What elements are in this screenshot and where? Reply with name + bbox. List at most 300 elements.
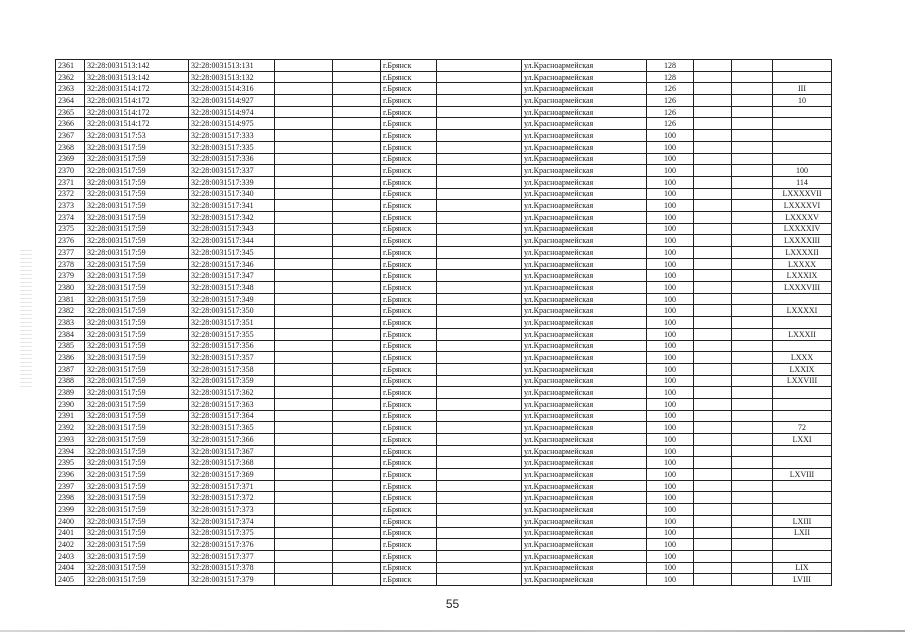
object-cadastral-cell: 32:28:0031514:927 bbox=[189, 95, 275, 107]
apartment-mark-cell: LXXXXV bbox=[773, 211, 832, 223]
apartment-mark-cell: LXXXXII bbox=[773, 247, 832, 259]
empty-cell bbox=[732, 434, 773, 446]
parcel-cadastral-cell: 32:28:0031517:59 bbox=[85, 457, 189, 469]
parcel-cadastral-cell: 32:28:0031517:59 bbox=[85, 282, 189, 294]
empty-cell bbox=[694, 504, 732, 516]
object-cadastral-cell: 32:28:0031517:342 bbox=[189, 211, 275, 223]
object-cadastral-cell: 32:28:0031517:365 bbox=[189, 422, 275, 434]
empty-cell bbox=[275, 317, 333, 329]
street-cell: ул.Красноармейская bbox=[522, 106, 647, 118]
row-number-cell: 2365 bbox=[56, 106, 85, 118]
empty-cell bbox=[275, 328, 333, 340]
empty-cell bbox=[333, 445, 381, 457]
empty-cell bbox=[437, 445, 522, 457]
table-row bbox=[56, 469, 832, 481]
empty-cell bbox=[275, 118, 333, 130]
apartment-mark-cell bbox=[773, 317, 832, 329]
empty-cell bbox=[275, 340, 333, 352]
row-number-cell: 2383 bbox=[56, 317, 85, 329]
apartment-mark-cell: LXXX bbox=[773, 352, 832, 364]
street-cell: ул.Красноармейская bbox=[522, 469, 647, 481]
house-number-cell: 100 bbox=[647, 247, 694, 259]
empty-cell bbox=[333, 282, 381, 294]
row-number-cell: 2374 bbox=[56, 211, 85, 223]
object-cadastral-cell: 32:28:0031517:378 bbox=[189, 562, 275, 574]
empty-cell bbox=[437, 457, 522, 469]
parcel-cadastral-cell: 32:28:0031513:142 bbox=[85, 71, 189, 83]
empty-cell bbox=[437, 340, 522, 352]
empty-cell bbox=[275, 247, 333, 259]
table-row bbox=[56, 270, 832, 282]
object-cadastral-cell: 32:28:0031517:367 bbox=[189, 445, 275, 457]
table-row bbox=[56, 410, 832, 422]
house-number-cell: 100 bbox=[647, 469, 694, 481]
apartment-mark-cell bbox=[773, 130, 832, 142]
empty-cell bbox=[333, 328, 381, 340]
city-cell: г.Брянск bbox=[381, 434, 437, 446]
parcel-cadastral-cell: 32:28:0031517:59 bbox=[85, 352, 189, 364]
row-number-cell: 2370 bbox=[56, 165, 85, 177]
apartment-mark-cell: LXXXXVI bbox=[773, 200, 832, 212]
row-number-cell: 2367 bbox=[56, 130, 85, 142]
empty-cell bbox=[694, 352, 732, 364]
table-row bbox=[56, 480, 832, 492]
parcel-cadastral-cell: 32:28:0031517:59 bbox=[85, 574, 189, 586]
street-cell: ул.Красноармейская bbox=[522, 141, 647, 153]
row-number-cell: 2394 bbox=[56, 445, 85, 457]
apartment-mark-cell bbox=[773, 387, 832, 399]
empty-cell bbox=[275, 95, 333, 107]
parcel-cadastral-cell: 32:28:0031517:59 bbox=[85, 176, 189, 188]
house-number-cell: 100 bbox=[647, 188, 694, 200]
empty-cell bbox=[275, 480, 333, 492]
city-cell: г.Брянск bbox=[381, 492, 437, 504]
parcel-cadastral-cell: 32:28:0031517:59 bbox=[85, 527, 189, 539]
empty-cell bbox=[437, 562, 522, 574]
table-row bbox=[56, 165, 832, 177]
empty-cell bbox=[694, 270, 732, 282]
street-cell: ул.Красноармейская bbox=[522, 282, 647, 294]
row-number-cell: 2361 bbox=[56, 60, 85, 72]
table-row bbox=[56, 188, 832, 200]
empty-cell bbox=[333, 141, 381, 153]
row-number-cell: 2403 bbox=[56, 550, 85, 562]
table-row bbox=[56, 539, 832, 551]
page-number: 55 bbox=[445, 597, 460, 611]
row-number-cell: 2396 bbox=[56, 469, 85, 481]
empty-cell bbox=[333, 118, 381, 130]
parcel-cadastral-cell: 32:28:0031517:59 bbox=[85, 293, 189, 305]
row-number-cell: 2392 bbox=[56, 422, 85, 434]
empty-cell bbox=[333, 387, 381, 399]
empty-cell bbox=[694, 118, 732, 130]
empty-cell bbox=[437, 305, 522, 317]
parcel-cadastral-cell: 32:28:0031517:59 bbox=[85, 200, 189, 212]
apartment-mark-cell: LXXXIX bbox=[773, 270, 832, 282]
apartment-mark-cell: LXXXXIII bbox=[773, 235, 832, 247]
empty-cell bbox=[732, 247, 773, 259]
empty-cell bbox=[275, 83, 333, 95]
street-cell: ул.Красноармейская bbox=[522, 83, 647, 95]
empty-cell bbox=[437, 515, 522, 527]
city-cell: г.Брянск bbox=[381, 317, 437, 329]
empty-cell bbox=[437, 317, 522, 329]
empty-cell bbox=[437, 211, 522, 223]
house-number-cell: 100 bbox=[647, 504, 694, 516]
empty-cell bbox=[694, 387, 732, 399]
house-number-cell: 100 bbox=[647, 165, 694, 177]
row-number-cell: 2377 bbox=[56, 247, 85, 259]
parcel-cadastral-cell: 32:28:0031514:172 bbox=[85, 95, 189, 107]
table-row bbox=[56, 574, 832, 586]
object-cadastral-cell: 32:28:0031517:356 bbox=[189, 340, 275, 352]
empty-cell bbox=[437, 282, 522, 294]
empty-cell bbox=[694, 130, 732, 142]
street-cell: ул.Красноармейская bbox=[522, 445, 647, 457]
parcel-cadastral-cell: 32:28:0031517:59 bbox=[85, 550, 189, 562]
street-cell: ул.Красноармейская bbox=[522, 562, 647, 574]
empty-cell bbox=[732, 457, 773, 469]
empty-cell bbox=[694, 293, 732, 305]
row-number-cell: 2391 bbox=[56, 410, 85, 422]
empty-cell bbox=[275, 492, 333, 504]
table-row bbox=[56, 375, 832, 387]
row-number-cell: 2388 bbox=[56, 375, 85, 387]
empty-cell bbox=[694, 247, 732, 259]
parcel-cadastral-cell: 32:28:0031517:59 bbox=[85, 539, 189, 551]
apartment-mark-cell: 114 bbox=[773, 176, 832, 188]
street-cell: ул.Красноармейская bbox=[522, 375, 647, 387]
street-cell: ул.Красноармейская bbox=[522, 188, 647, 200]
row-number-cell: 2366 bbox=[56, 118, 85, 130]
object-cadastral-cell: 32:28:0031517:369 bbox=[189, 469, 275, 481]
empty-cell bbox=[275, 398, 333, 410]
empty-cell bbox=[333, 211, 381, 223]
empty-cell bbox=[333, 398, 381, 410]
city-cell: г.Брянск bbox=[381, 363, 437, 375]
parcel-cadastral-cell: 32:28:0031517:59 bbox=[85, 247, 189, 259]
city-cell: г.Брянск bbox=[381, 165, 437, 177]
empty-cell bbox=[437, 106, 522, 118]
house-number-cell: 128 bbox=[647, 71, 694, 83]
city-cell: г.Брянск bbox=[381, 340, 437, 352]
city-cell: г.Брянск bbox=[381, 60, 437, 72]
table-row bbox=[56, 200, 832, 212]
apartment-mark-cell: LXXXII bbox=[773, 328, 832, 340]
empty-cell bbox=[732, 492, 773, 504]
empty-cell bbox=[732, 527, 773, 539]
city-cell: г.Брянск bbox=[381, 305, 437, 317]
apartment-mark-cell bbox=[773, 340, 832, 352]
empty-cell bbox=[437, 165, 522, 177]
object-cadastral-cell: 32:28:0031517:345 bbox=[189, 247, 275, 259]
city-cell: г.Брянск bbox=[381, 328, 437, 340]
empty-cell bbox=[275, 270, 333, 282]
empty-cell bbox=[694, 398, 732, 410]
empty-cell bbox=[437, 527, 522, 539]
empty-cell bbox=[275, 188, 333, 200]
table-row bbox=[56, 550, 832, 562]
city-cell: г.Брянск bbox=[381, 223, 437, 235]
empty-cell bbox=[694, 375, 732, 387]
empty-cell bbox=[437, 118, 522, 130]
row-number-cell: 2368 bbox=[56, 141, 85, 153]
empty-cell bbox=[275, 574, 333, 586]
table-row bbox=[56, 492, 832, 504]
parcel-cadastral-cell: 32:28:0031517:59 bbox=[85, 258, 189, 270]
apartment-mark-cell: LXXI bbox=[773, 434, 832, 446]
city-cell: г.Брянск bbox=[381, 270, 437, 282]
city-cell: г.Брянск bbox=[381, 410, 437, 422]
street-cell: ул.Красноармейская bbox=[522, 387, 647, 399]
object-cadastral-cell: 32:28:0031517:357 bbox=[189, 352, 275, 364]
empty-cell bbox=[275, 469, 333, 481]
apartment-mark-cell bbox=[773, 293, 832, 305]
house-number-cell: 126 bbox=[647, 83, 694, 95]
city-cell: г.Брянск bbox=[381, 550, 437, 562]
street-cell: ул.Красноармейская bbox=[522, 305, 647, 317]
empty-cell bbox=[333, 574, 381, 586]
parcel-cadastral-cell: 32:28:0031517:59 bbox=[85, 305, 189, 317]
house-number-cell: 100 bbox=[647, 340, 694, 352]
parcel-cadastral-cell: 32:28:0031517:59 bbox=[85, 480, 189, 492]
house-number-cell: 100 bbox=[647, 480, 694, 492]
apartment-mark-cell: LXXIX bbox=[773, 363, 832, 375]
object-cadastral-cell: 32:28:0031517:335 bbox=[189, 141, 275, 153]
empty-cell bbox=[333, 550, 381, 562]
table-row bbox=[56, 258, 832, 270]
empty-cell bbox=[694, 527, 732, 539]
apartment-mark-cell bbox=[773, 445, 832, 457]
table-row bbox=[56, 71, 832, 83]
table-row bbox=[56, 305, 832, 317]
empty-cell bbox=[333, 480, 381, 492]
city-cell: г.Брянск bbox=[381, 247, 437, 259]
empty-cell bbox=[732, 422, 773, 434]
city-cell: г.Брянск bbox=[381, 258, 437, 270]
street-cell: ул.Красноармейская bbox=[522, 95, 647, 107]
street-cell: ул.Красноармейская bbox=[522, 504, 647, 516]
empty-cell bbox=[732, 469, 773, 481]
parcel-cadastral-cell: 32:28:0031514:172 bbox=[85, 83, 189, 95]
empty-cell bbox=[694, 200, 732, 212]
object-cadastral-cell: 32:28:0031514:974 bbox=[189, 106, 275, 118]
empty-cell bbox=[333, 422, 381, 434]
street-cell: ул.Красноармейская bbox=[522, 328, 647, 340]
street-cell: ул.Красноармейская bbox=[522, 550, 647, 562]
empty-cell bbox=[437, 422, 522, 434]
empty-cell bbox=[275, 211, 333, 223]
parcel-cadastral-cell: 32:28:0031517:59 bbox=[85, 375, 189, 387]
empty-cell bbox=[694, 340, 732, 352]
city-cell: г.Брянск bbox=[381, 469, 437, 481]
city-cell: г.Брянск bbox=[381, 398, 437, 410]
house-number-cell: 100 bbox=[647, 562, 694, 574]
city-cell: г.Брянск bbox=[381, 562, 437, 574]
empty-cell bbox=[333, 60, 381, 72]
street-cell: ул.Красноармейская bbox=[522, 258, 647, 270]
city-cell: г.Брянск bbox=[381, 527, 437, 539]
object-cadastral-cell: 32:28:0031514:316 bbox=[189, 83, 275, 95]
empty-cell bbox=[694, 153, 732, 165]
empty-cell bbox=[732, 282, 773, 294]
table-row bbox=[56, 247, 832, 259]
street-cell: ул.Красноармейская bbox=[522, 118, 647, 130]
empty-cell bbox=[732, 539, 773, 551]
empty-cell bbox=[437, 258, 522, 270]
row-number-cell: 2389 bbox=[56, 387, 85, 399]
street-cell: ул.Красноармейская bbox=[522, 480, 647, 492]
empty-cell bbox=[333, 562, 381, 574]
empty-cell bbox=[694, 60, 732, 72]
parcel-cadastral-cell: 32:28:0031517:59 bbox=[85, 469, 189, 481]
empty-cell bbox=[275, 375, 333, 387]
empty-cell bbox=[732, 445, 773, 457]
empty-cell bbox=[694, 550, 732, 562]
empty-cell bbox=[694, 71, 732, 83]
empty-cell bbox=[333, 293, 381, 305]
empty-cell bbox=[437, 60, 522, 72]
row-number-cell: 2371 bbox=[56, 176, 85, 188]
empty-cell bbox=[437, 375, 522, 387]
table-row bbox=[56, 130, 832, 142]
empty-cell bbox=[694, 176, 732, 188]
empty-cell bbox=[694, 515, 732, 527]
object-cadastral-cell: 32:28:0031517:376 bbox=[189, 539, 275, 551]
house-number-cell: 100 bbox=[647, 445, 694, 457]
empty-cell bbox=[275, 363, 333, 375]
city-cell: г.Брянск bbox=[381, 352, 437, 364]
object-cadastral-cell: 32:28:0031517:355 bbox=[189, 328, 275, 340]
empty-cell bbox=[732, 141, 773, 153]
table-row bbox=[56, 211, 832, 223]
house-number-cell: 100 bbox=[647, 387, 694, 399]
house-number-cell: 100 bbox=[647, 258, 694, 270]
table-row bbox=[56, 422, 832, 434]
row-number-cell: 2384 bbox=[56, 328, 85, 340]
empty-cell bbox=[275, 550, 333, 562]
table-row bbox=[56, 434, 832, 446]
empty-cell bbox=[732, 504, 773, 516]
empty-cell bbox=[694, 223, 732, 235]
apartment-mark-cell: 10 bbox=[773, 95, 832, 107]
row-number-cell: 2398 bbox=[56, 492, 85, 504]
street-cell: ул.Красноармейская bbox=[522, 211, 647, 223]
object-cadastral-cell: 32:28:0031517:359 bbox=[189, 375, 275, 387]
object-cadastral-cell: 32:28:0031517:336 bbox=[189, 153, 275, 165]
house-number-cell: 100 bbox=[647, 515, 694, 527]
table-row bbox=[56, 317, 832, 329]
empty-cell bbox=[694, 211, 732, 223]
empty-cell bbox=[333, 375, 381, 387]
empty-cell bbox=[333, 504, 381, 516]
empty-cell bbox=[732, 153, 773, 165]
object-cadastral-cell: 32:28:0031517:364 bbox=[189, 410, 275, 422]
empty-cell bbox=[694, 258, 732, 270]
street-cell: ул.Красноармейская bbox=[522, 71, 647, 83]
empty-cell bbox=[275, 165, 333, 177]
house-number-cell: 100 bbox=[647, 457, 694, 469]
city-cell: г.Брянск bbox=[381, 106, 437, 118]
street-cell: ул.Красноармейская bbox=[522, 515, 647, 527]
table-row bbox=[56, 282, 832, 294]
row-number-cell: 2375 bbox=[56, 223, 85, 235]
city-cell: г.Брянск bbox=[381, 176, 437, 188]
object-cadastral-cell: 32:28:0031517:347 bbox=[189, 270, 275, 282]
street-cell: ул.Красноармейская bbox=[522, 410, 647, 422]
object-cadastral-cell: 32:28:0031517:372 bbox=[189, 492, 275, 504]
empty-cell bbox=[732, 328, 773, 340]
table-row bbox=[56, 457, 832, 469]
row-number-cell: 2380 bbox=[56, 282, 85, 294]
apartment-mark-cell bbox=[773, 153, 832, 165]
empty-cell bbox=[694, 106, 732, 118]
empty-cell bbox=[694, 574, 732, 586]
apartment-mark-cell: 100 bbox=[773, 165, 832, 177]
house-number-cell: 100 bbox=[647, 352, 694, 364]
parcel-cadastral-cell: 32:28:0031514:172 bbox=[85, 106, 189, 118]
parcel-cadastral-cell: 32:28:0031517:53 bbox=[85, 130, 189, 142]
empty-cell bbox=[437, 223, 522, 235]
empty-cell bbox=[437, 328, 522, 340]
table-row bbox=[56, 60, 832, 72]
empty-cell bbox=[732, 352, 773, 364]
city-cell: г.Брянск bbox=[381, 188, 437, 200]
empty-cell bbox=[694, 445, 732, 457]
empty-cell bbox=[732, 130, 773, 142]
street-cell: ул.Красноармейская bbox=[522, 223, 647, 235]
row-number-cell: 2376 bbox=[56, 235, 85, 247]
city-cell: г.Брянск bbox=[381, 282, 437, 294]
empty-cell bbox=[732, 270, 773, 282]
apartment-mark-cell bbox=[773, 71, 832, 83]
city-cell: г.Брянск bbox=[381, 574, 437, 586]
city-cell: г.Брянск bbox=[381, 422, 437, 434]
apartment-mark-cell bbox=[773, 398, 832, 410]
empty-cell bbox=[275, 176, 333, 188]
object-cadastral-cell: 32:28:0031517:358 bbox=[189, 363, 275, 375]
empty-cell bbox=[437, 434, 522, 446]
table-row bbox=[56, 504, 832, 516]
empty-cell bbox=[694, 328, 732, 340]
city-cell: г.Брянск bbox=[381, 95, 437, 107]
row-number-cell: 2393 bbox=[56, 434, 85, 446]
empty-cell bbox=[275, 515, 333, 527]
empty-cell bbox=[333, 176, 381, 188]
row-number-cell: 2385 bbox=[56, 340, 85, 352]
house-number-cell: 100 bbox=[647, 539, 694, 551]
city-cell: г.Брянск bbox=[381, 457, 437, 469]
city-cell: г.Брянск bbox=[381, 293, 437, 305]
empty-cell bbox=[275, 387, 333, 399]
row-number-cell: 2362 bbox=[56, 71, 85, 83]
empty-cell bbox=[275, 200, 333, 212]
row-number-cell: 2379 bbox=[56, 270, 85, 282]
empty-cell bbox=[437, 387, 522, 399]
empty-cell bbox=[437, 469, 522, 481]
empty-cell bbox=[275, 504, 333, 516]
row-number-cell: 2401 bbox=[56, 527, 85, 539]
empty-cell bbox=[333, 492, 381, 504]
empty-cell bbox=[275, 445, 333, 457]
table-row bbox=[56, 83, 832, 95]
house-number-cell: 100 bbox=[647, 527, 694, 539]
parcel-cadastral-cell: 32:28:0031517:59 bbox=[85, 141, 189, 153]
apartment-mark-cell: 72 bbox=[773, 422, 832, 434]
empty-cell bbox=[732, 95, 773, 107]
empty-cell bbox=[333, 527, 381, 539]
empty-cell bbox=[732, 211, 773, 223]
